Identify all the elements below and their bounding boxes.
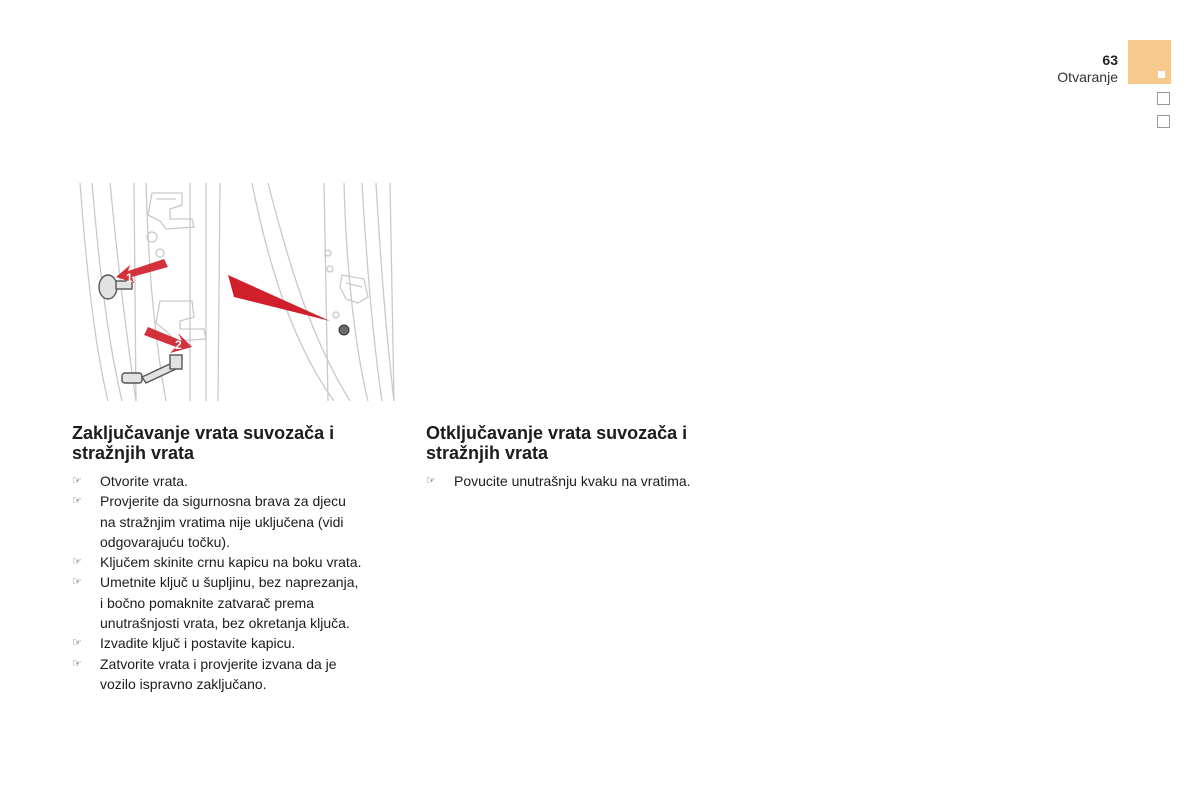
door-lock-drawing xyxy=(72,183,398,401)
callout-1: 1 xyxy=(126,271,133,285)
list-item xyxy=(72,633,402,653)
step-text: Provjerite da sigurnosna brava za djecu xyxy=(100,493,346,510)
unlocking-section xyxy=(426,423,756,491)
heading-line: stražnjih vrata xyxy=(426,443,549,463)
heading-line: stražnjih vrata xyxy=(72,443,195,463)
pointing-hand-icon: ☞ xyxy=(72,637,82,650)
pointing-hand-icon: ☞ xyxy=(72,475,82,487)
step-text: odgovarajuću točku). xyxy=(100,533,230,550)
pointing-hand-icon: ☞ xyxy=(72,576,82,589)
chapter-tab-inactive xyxy=(1157,115,1170,128)
door-lock-illustration xyxy=(72,183,398,401)
list-item xyxy=(72,491,402,552)
step-list xyxy=(426,471,756,491)
step-text: vozilo ispravno zaključano. xyxy=(100,675,267,692)
step-text: Otvorite vrata. xyxy=(100,473,188,489)
pointing-hand-icon: ☞ xyxy=(72,495,82,508)
step-text: i bočno pomaknite zatvarač prema xyxy=(100,594,314,611)
chapter-tab-marker xyxy=(1158,71,1165,78)
list-item xyxy=(426,471,756,491)
step-text: unutrašnjosti vrata, bez okretanja ključa. xyxy=(100,615,350,632)
page-number: 63 xyxy=(1102,52,1118,68)
callout-2: 2 xyxy=(175,338,182,352)
section-heading xyxy=(72,423,402,463)
step-text: Umetnite ključ u šupljinu, bez naprezanja, xyxy=(100,574,359,591)
heading-line: Zaključavanje vrata suvozača i xyxy=(72,423,335,443)
list-item xyxy=(72,471,402,491)
step-text: Povucite unutrašnju kvaku na vratima. xyxy=(454,473,691,489)
chapter-tab-inactive xyxy=(1157,92,1170,105)
step-text: na stražnjim vratima nije uključena (vidi xyxy=(100,513,344,530)
list-item xyxy=(72,572,402,633)
section-heading xyxy=(426,423,756,463)
list-item xyxy=(72,552,402,572)
heading-line: Otključavanje vrata suvozača i xyxy=(426,423,688,443)
step-text: Izvadite ključ i postavite kapicu. xyxy=(100,635,296,652)
pointing-hand-icon: ☞ xyxy=(426,475,436,487)
section-title: Otvaranje xyxy=(1057,69,1118,85)
step-list xyxy=(72,471,402,694)
step-text: Zatvorite vrata i provjerite izvana da je xyxy=(100,655,337,672)
pointing-hand-icon: ☞ xyxy=(72,657,82,670)
pointing-hand-icon: ☞ xyxy=(72,556,82,569)
locking-section xyxy=(72,423,402,694)
step-text: Ključem skinite crnu kapicu na boku vrata. xyxy=(100,554,362,571)
list-item xyxy=(72,654,402,695)
